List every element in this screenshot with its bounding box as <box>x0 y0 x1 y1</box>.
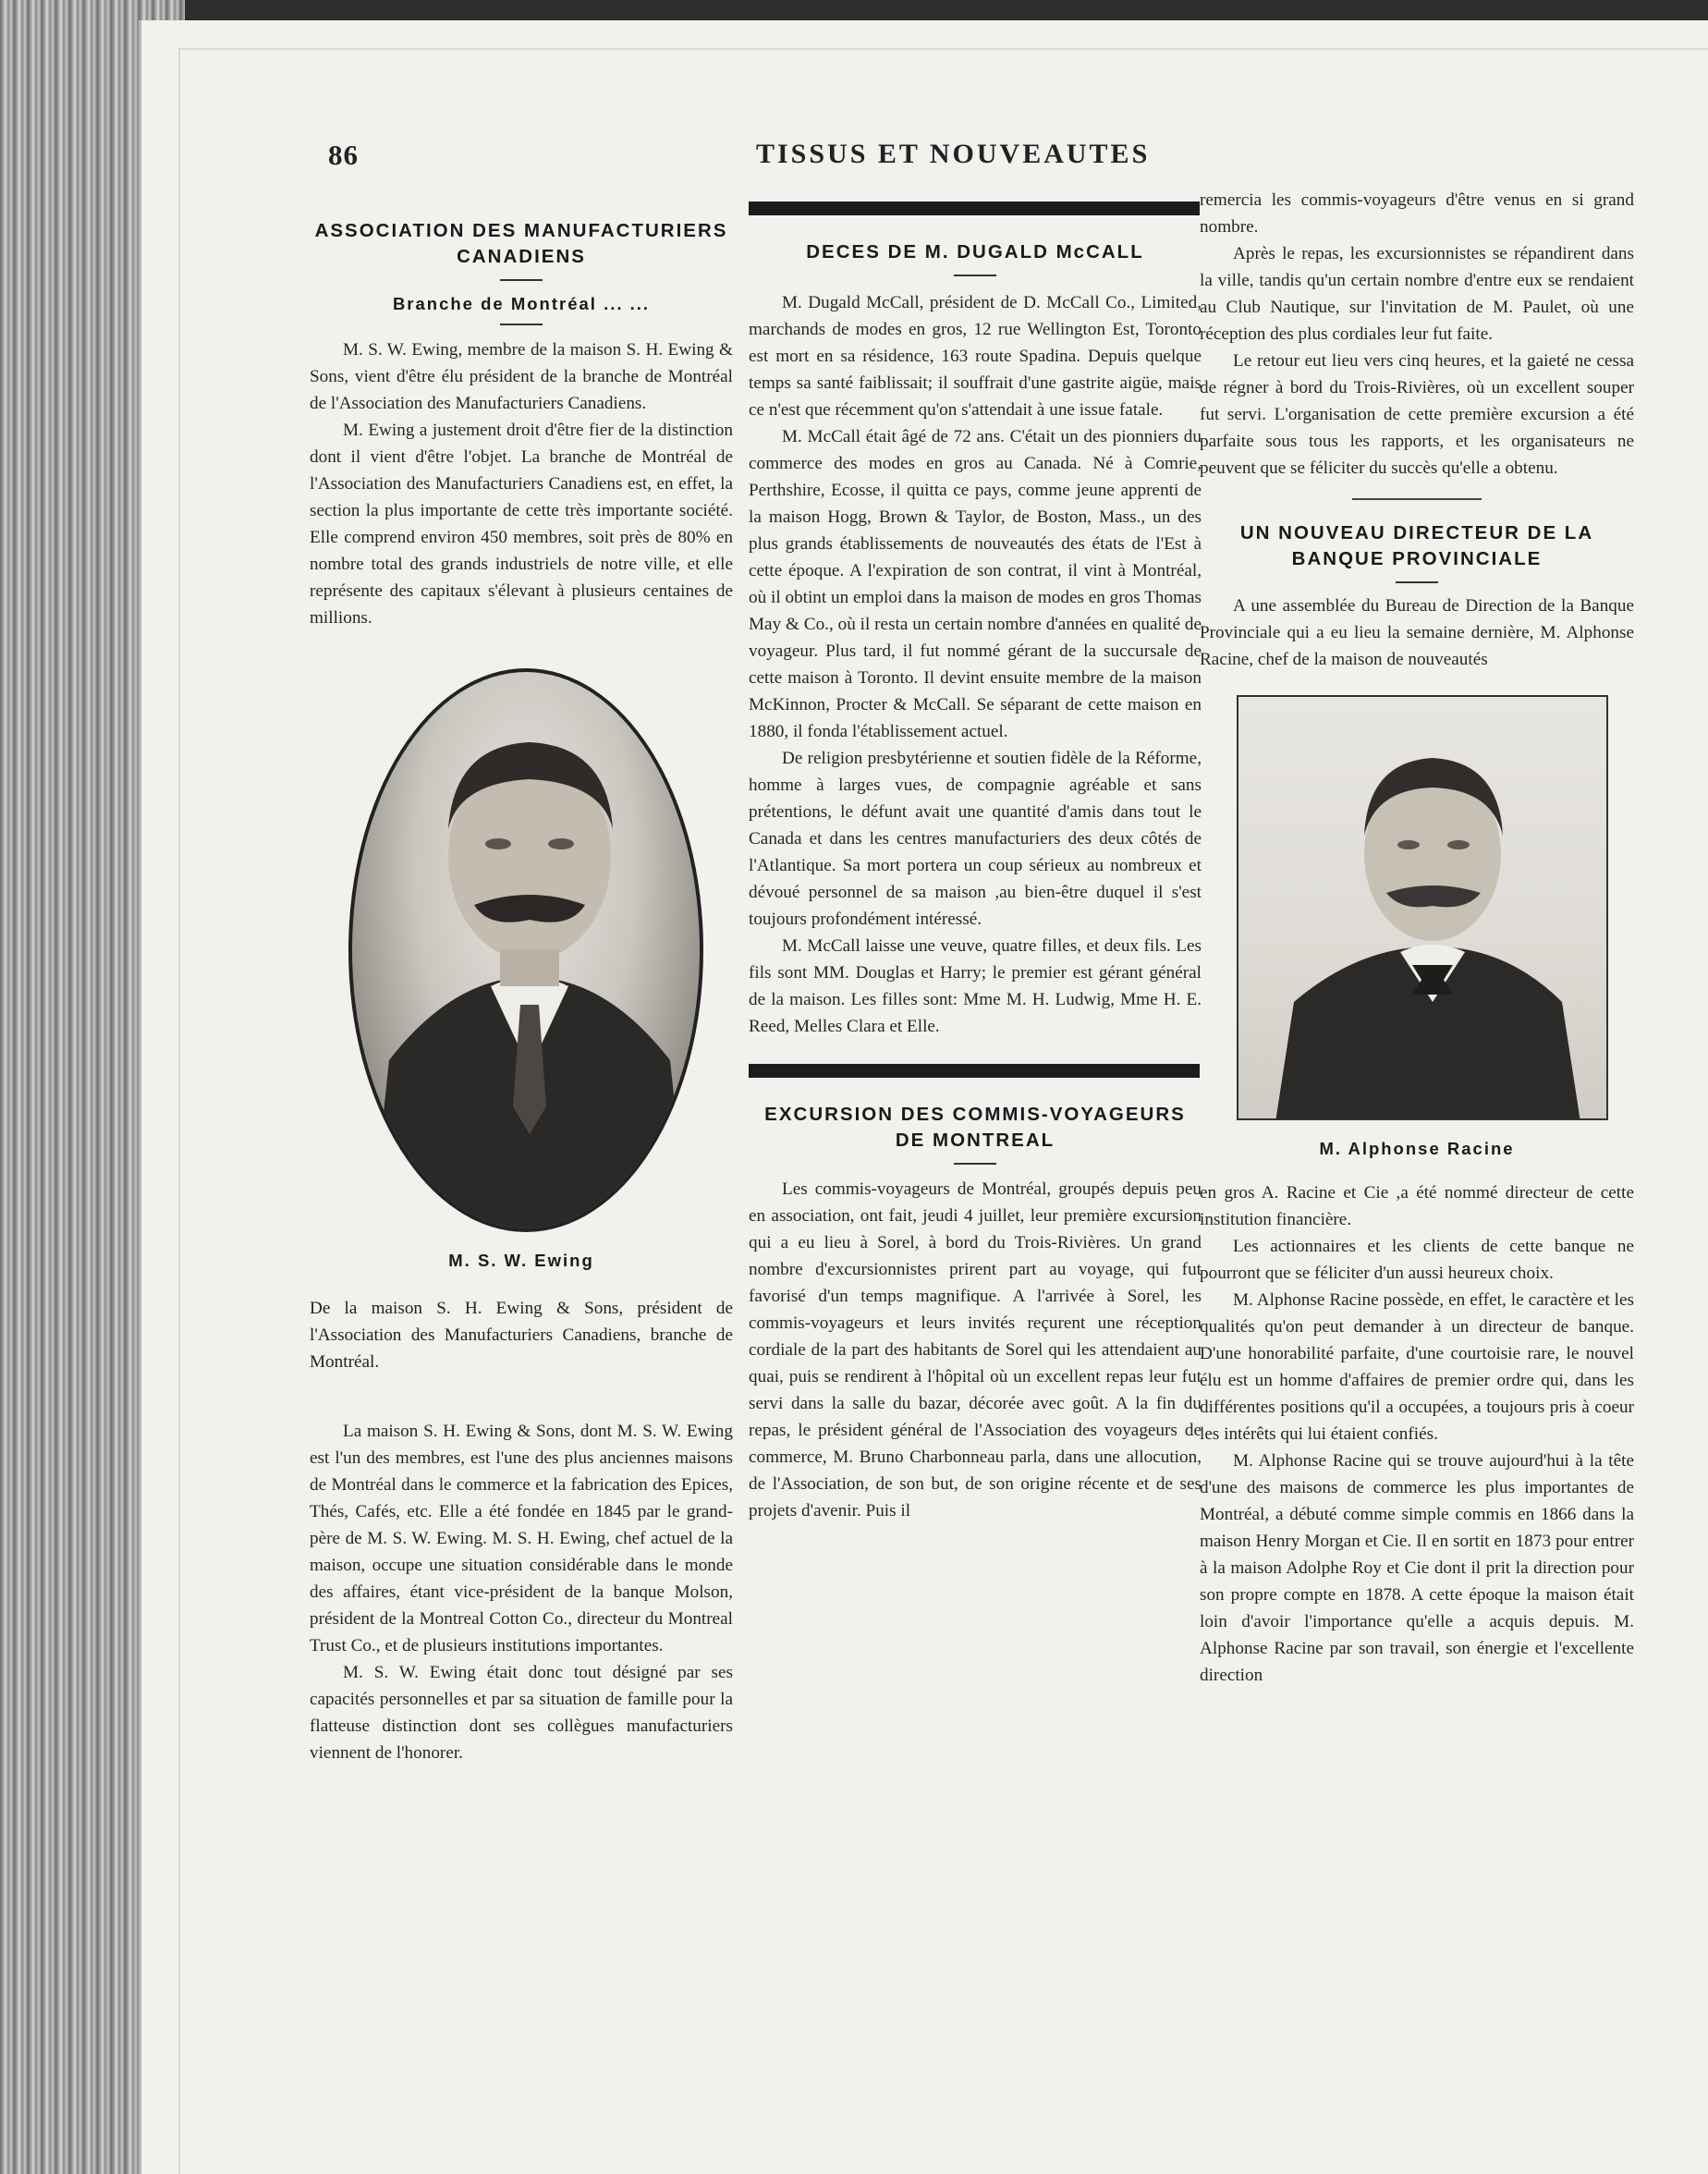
paragraph: M. S. W. Ewing, membre de la maison S. H. Ewing & Sons, vient d'être élu président de la branche de Montréal de l'Association des Manufacturiers Canadiens. <box>310 340 733 413</box>
paragraph: M. Alphonse Racine qui se trouve aujourd'hui à la tête d'une des maisons de commerce les plus importantes de Montréal, a débuté comme simple commis en 1866 dans la maison Henry Morgan et Cie. Il en sortit en 1873 pour entrer à la maison Adolphe Roy et Cie dont il prit la direction pour son propre compte en 1878. A cette époque la maison était loin d'avoir l'importance qu'elle a acquis depuis. M. Alphonse Racine par son travail, son énergie et l'excellente direction <box>1200 1451 1634 1685</box>
divider <box>500 324 543 325</box>
article-headline-association: ASSOCIATION DES MANUFACTURIERS CANADIENS <box>314 220 728 267</box>
article-headline-excursion: EXCURSION DES COMMIS-VOYAGEURS DE MONTREAL <box>764 1104 1186 1151</box>
divider <box>954 275 996 276</box>
portrait-figure-ewing <box>352 672 703 1232</box>
page-number: 86 <box>328 139 359 171</box>
article-subhead-branch: Branche de Montréal ... ... <box>392 294 651 313</box>
portrait-photo-racine <box>1237 695 1608 1120</box>
column-1 <box>310 218 733 1766</box>
portrait-figure-racine <box>1238 697 1608 1120</box>
column-2 <box>749 202 1202 1524</box>
paragraph: Les commis-voyageurs de Montréal, groupés depuis peu en association, ont fait, jeudi 4 juillet, leur première excursion qui a eu lieu à Sorel, à bord du Trois-Rivières. Un grand nombre d'excursionnistes prirent part au voyage, qui fut favorisé d'un temps magnifique. A l'arrivée à Sorel, les commis-voyageurs et leurs invités reçurent une réception cordiale de la part des habitants de Sorel qui les attendaient au quai, puis se rendirent à l'hôpital où un excellent repas leur fut servi dans la salle du bazar, décorée avec goût. A la fin du repas, le président général de l'Association des voyageurs de commerce, M. Bruno Charbonneau parla, dans une allocution, de l'Association, de son but, de son origine récente et de ses projets d'avenir. Puis il <box>749 1179 1202 1521</box>
paragraph: M. McCall était âgé de 72 ans. C'était un des pionniers du commerce des modes en gros au Canada. Né à Comrie, Perthshire, Ecosse, il quitta ce pays, comme jeune apprenti de la maison Hogg, Brown & Taylor, de Boston, Mass., un des plus grands établissements de nouveautés des états de l'Est à cette époque. A l'expiration de son contrat, il vint à Montréal, où il obtint un emploi dans la maison de modes en gros Thomas May & Co., où il resta un certain nombre d'années en qualité de voyageur. Plus tard, il fut nommé gérant de la succursale de cette maison à Toronto. Il devint ensuite membre de la maison McKinnon, Procter & McCall. Se séparant de cette maison en 1880, il fonda l'établissement actuel. <box>749 427 1202 741</box>
paragraph: A une assemblée du Bureau de Direction de la Banque Provinciale qui a eu lieu la semaine dernière, M. Alphonse Racine, chef de la maison de nouveautés <box>1200 596 1634 669</box>
journal-title: TISSUS ET NOUVEAUTES <box>756 139 1151 169</box>
caption-note-ewing: De la maison S. H. Ewing & Sons, président de l'Association des Manufacturiers Canadiens, branche de Montréal. <box>310 1299 733 1372</box>
paragraph: M. Alphonse Racine possède, en effet, le caractère et les qualités qu'on peut demander à un directeur de banque. D'une honorabilité parfaite, d'une courtoisie rare, le nouvel élu est un homme d'affaires de premier ordre qui, dans les différentes positions qu'il a occupées, a toujours pris à coeur les intérêts qui lui étaient confiés. <box>1200 1290 1634 1444</box>
divider <box>954 1163 996 1165</box>
section-divider-thick <box>749 202 1200 215</box>
paragraph: M. S. W. Ewing était donc tout désigné par ses capacités personnelles et par sa situation de famille pour la flatteuse distinction dont ses collègues manufacturiers viennent de l'honorer. <box>310 1663 733 1763</box>
paragraph: en gros A. Racine et Cie ,a été nommé directeur de cette institution financière. <box>1200 1183 1634 1229</box>
scan-top-border <box>0 0 1708 20</box>
portrait-caption-ewing: M. S. W. Ewing <box>448 1251 594 1270</box>
paragraph: La maison S. H. Ewing & Sons, dont M. S. W. Ewing est l'un des membres, est l'une des plus anciennes maisons de Montréal dans le commerce et la fabrication des Epices, Thés, Cafés, etc. Elle a été fondée en 1845 par le grand-père de M. S. W. Ewing. M. S. H. Ewing, chef actuel de la maison, occupe une situation considérable dans le monde des affaires, étant vice-président de la banque Molson, président de la Montreal Cotton Co., directeur du Montreal Trust Co., et de plusieurs institutions importantes. <box>310 1422 733 1655</box>
paragraph: Les actionnaires et les clients de cette banque ne pourront que se féliciter d'un aussi heureux choix. <box>1200 1237 1634 1283</box>
column-3 <box>1200 187 1634 1689</box>
paragraph: Après le repas, les excursionnistes se répandirent dans la ville, tandis qu'un certain nombre d'entre eux se rendaient au Club Nautique, sur l'invitation de M. Paulet, où une réception des plus cordiales leur fut faite. <box>1200 244 1634 344</box>
paragraph: M. Ewing a justement droit d'être fier de la distinction dont il vient d'être l'objet. La branche de Montréal de l'Association des Manufacturiers Canadiens est, en effet, la section la plus importante de cette très importante société. Elle comprend environ 450 membres, soit près de 80% en nombre total des grands industriels de notre ville, et elle représente des capitaux s'élevant à plusieurs centaines de millions. <box>310 421 733 628</box>
paragraph: Le retour eut lieu vers cinq heures, et la gaieté ne cessa de régner à bord du Trois-Rivières, où un excellent souper fut servi. L'organisation de cette première excursion a été parfaite sous tous les rapports, et les organisateurs ne peuvent que se féliciter du succès qu'elle a obtenu. <box>1200 351 1634 478</box>
article-headline-deces: DECES DE M. DUGALD McCALL <box>806 241 1144 263</box>
divider <box>500 279 543 281</box>
paragraph: De religion presbytérienne et soutien fidèle de la Réforme, homme à larges vues, de compagnie agréable et sans prétentions, le défunt avait une quantité d'amis dans tout le Canada et dans les centres manufacturiers des deux côtés de l'Atlantique. Sa mort portera un coup sérieux au nombreux et dévoué personnel de sa maison ,au bien-être duquel il s'est toujours profondément intéressé. <box>749 749 1202 929</box>
divider <box>1352 498 1482 500</box>
divider <box>1396 581 1438 583</box>
paragraph: remercia les commis-voyageurs d'être venus en si grand nombre. <box>1200 190 1634 237</box>
paragraph: M. McCall laisse une veuve, quatre filles, et deux fils. Les fils sont MM. Douglas et Harry; le premier est gérant général de la maison. Les filles sont: Mme M. H. Ludwig, Mme H. E. Reed, Melles Clara et Elle. <box>749 936 1202 1036</box>
portrait-photo-ewing <box>348 668 703 1232</box>
section-divider-thick <box>749 1064 1200 1078</box>
article-headline-banque: UN NOUVEAU DIRECTEUR DE LA BANQUE PROVINCIALE <box>1239 522 1594 569</box>
portrait-caption-racine: M. Alphonse Racine <box>1319 1139 1515 1158</box>
paragraph: M. Dugald McCall, président de D. McCall Co., Limited, marchands de modes en gros, 12 rue Wellington Est, Toronto est mort en sa résidence, 163 route Spadina. Depuis quelque temps sa santé faiblissait; il souffrait d'une gastrite aigüe, mais ce n'est que récemment qu'on s'attendait à une issue fatale. <box>749 293 1202 420</box>
